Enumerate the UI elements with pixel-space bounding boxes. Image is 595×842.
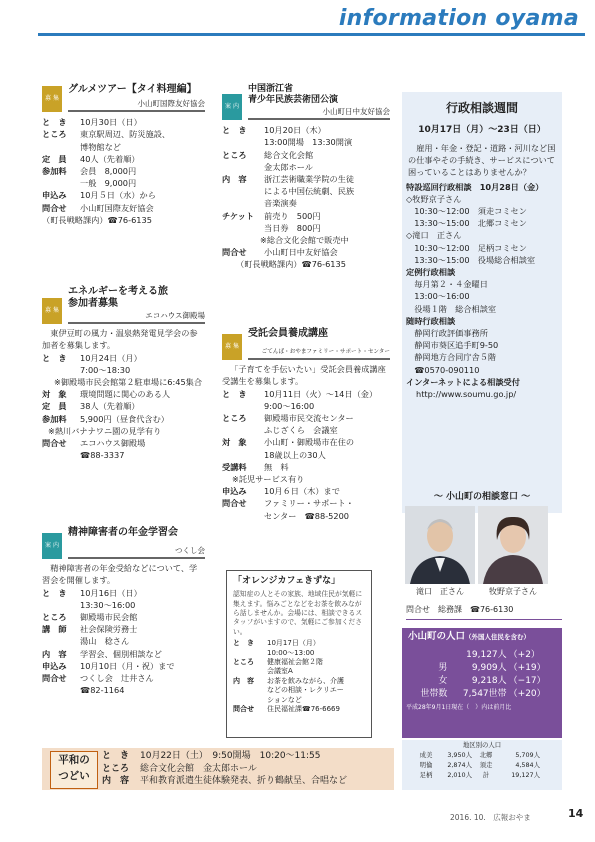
- panel-title: 行政相談週間: [445, 101, 518, 115]
- detail-row: [42, 648, 205, 660]
- detail-value: 10:00～13:00: [267, 648, 315, 657]
- category-tag: 案 内: [222, 94, 242, 120]
- detail-label: ところ: [222, 149, 247, 160]
- detail-value: 40人（先着順）: [80, 153, 140, 164]
- detail-row: [42, 364, 205, 376]
- district-count: 2,010人: [447, 771, 472, 779]
- detail-label: [222, 424, 264, 436]
- article-title-line1: 中国浙江省: [248, 84, 294, 94]
- article-title: 受託会員養成講座: [248, 328, 328, 339]
- detail-row: [102, 775, 392, 788]
- photo-caption-2: 牧野京子さん: [489, 587, 537, 596]
- panel-line: 10:30～12:00 足柄コミセン: [406, 242, 527, 253]
- detail-value: ションなど: [267, 695, 302, 704]
- detail-label: 問合せ: [222, 247, 247, 258]
- detail-row: [222, 124, 390, 136]
- detail-value: による中国伝統劇、民族: [264, 186, 355, 197]
- note: ※御殿場市民会館第２駐車場に6:45集合: [54, 377, 203, 388]
- detail-label: 参加料: [42, 413, 67, 424]
- district-name: 計: [482, 771, 490, 779]
- district-row: [402, 750, 562, 760]
- detail-row: [222, 510, 390, 522]
- article-title-line1: エネルギーを考える旅: [68, 286, 168, 297]
- detail-label: [42, 684, 80, 696]
- detail-row: [233, 686, 365, 695]
- photo-caption-1: 滝口 正さん: [416, 587, 464, 596]
- portrait-photo-1: [405, 506, 475, 584]
- district-name: 明倫: [419, 761, 433, 769]
- detail-value: エコハウス御殿場: [80, 438, 146, 449]
- detail-value: 金太郎ホール: [264, 161, 313, 172]
- page-number: 14: [568, 807, 584, 820]
- section-heading: インターネットによる相談受付: [406, 376, 520, 387]
- detail-row: [42, 413, 205, 425]
- detail-value: ☎88-3337: [80, 450, 125, 461]
- detail-label: [222, 510, 264, 522]
- detail-value: 38人（先着順）: [80, 401, 140, 412]
- detail-row: [233, 667, 365, 676]
- detail-value: 10月22日（土） 9:50開場 10:20～11:55: [140, 751, 321, 761]
- detail-row: [42, 660, 205, 672]
- detail-value: 会員 8,000円: [80, 166, 137, 177]
- panel-date: 10月17日（月）～23日（日）: [418, 125, 546, 135]
- detail-row: [222, 149, 390, 161]
- note: ※託児サービス有り: [232, 474, 305, 485]
- detail-row: [42, 202, 205, 214]
- detail-label: と き: [42, 587, 67, 598]
- detail-row: [42, 165, 205, 177]
- detail-value: つくし会 辻井さん: [80, 673, 154, 684]
- detail-row: [233, 705, 365, 714]
- panel-line: 13:30～15:00 北郷コミセン: [406, 218, 527, 229]
- district-count: 19,127人: [511, 771, 540, 779]
- article-gourmet-tour: [42, 84, 205, 226]
- detail-row: [42, 599, 205, 611]
- district-count: 3,950人: [447, 751, 472, 759]
- population-label: 男: [438, 663, 448, 674]
- detail-value: 御殿場市民交流センター: [264, 413, 354, 424]
- section-heading: 定例行政相談: [406, 267, 456, 278]
- detail-value: 平和教育派遣生徒体験発表、折り鶴献呈、合唱など: [140, 776, 348, 786]
- detail-row: [42, 672, 205, 684]
- detail-label: [42, 449, 80, 461]
- panel-line: 静岡市葵区追手町9-50: [406, 340, 499, 351]
- detail-row: [42, 153, 205, 165]
- population-title-note: （外国人住民を含む）: [465, 633, 531, 641]
- population-change: （+20）: [508, 689, 546, 700]
- detail-label: と き: [233, 639, 254, 648]
- detail-label: [233, 686, 267, 695]
- article-organizer: エコハウス御殿場: [68, 310, 205, 324]
- detail-row: [233, 696, 365, 705]
- population-label: [402, 649, 449, 662]
- article-chinese-performance: [222, 84, 390, 271]
- detail-label: 内 容: [233, 676, 254, 685]
- detail-row: [222, 449, 390, 461]
- detail-label: 問合せ: [42, 202, 67, 213]
- article-lead: 精神障害者の年金受給などについて、学習会を開催します。: [42, 563, 198, 586]
- detail-label: [42, 141, 80, 153]
- cafe-title: 「オレンジカフェきずな」: [233, 576, 341, 586]
- detail-label: [222, 185, 264, 197]
- detail-label: [222, 161, 264, 173]
- detail-label: 問合せ: [222, 498, 247, 509]
- detail-value: お茶を飲みながら、介護: [267, 676, 344, 685]
- detail-label: 問合せ: [42, 438, 67, 449]
- detail-row: [233, 677, 365, 686]
- detail-row: [42, 684, 205, 696]
- detail-label: [222, 400, 264, 412]
- detail-row: [42, 177, 205, 189]
- detail-row: [222, 173, 390, 185]
- detail-label: [233, 696, 267, 705]
- population-row: [402, 675, 562, 688]
- detail-value: センター ☎88-5200: [264, 510, 350, 521]
- detail-value: 小山町国際友好協会: [80, 202, 154, 213]
- detail-value: 総合文化会館 金太郎ホール: [140, 763, 257, 774]
- detail-row: [42, 449, 205, 461]
- detail-row: [42, 623, 205, 635]
- detail-row: [222, 461, 390, 473]
- detail-value: 御殿場市民会館: [80, 612, 138, 623]
- district-title: 地区別の人口: [462, 741, 502, 749]
- detail-label: ところ: [42, 129, 67, 140]
- detail-label: [42, 364, 80, 376]
- detail-value: 会議室A: [267, 667, 293, 676]
- detail-value: などの相談・レクリエー: [267, 686, 344, 695]
- detail-label: と き: [42, 352, 67, 363]
- detail-label: と き: [102, 751, 130, 761]
- detail-row: [233, 639, 365, 648]
- district-population: [402, 740, 562, 790]
- category-tag: 募 集: [42, 86, 62, 112]
- detail-row: [42, 189, 205, 201]
- detail-label: [222, 197, 264, 209]
- detail-row: [42, 400, 205, 412]
- detail-row: [42, 128, 205, 140]
- detail-value: 9:00～16:00: [264, 400, 315, 411]
- detail-label: ところ: [233, 658, 254, 667]
- detail-label: 内 容: [222, 174, 247, 185]
- detail-label: 問合せ: [42, 673, 67, 684]
- detail-value: 音楽演奏: [264, 198, 297, 209]
- detail-value: 小山町日中友好協会: [264, 247, 338, 258]
- detail-value: 10月11日（火）～14日（金）: [264, 388, 378, 399]
- detail-row: [42, 635, 205, 647]
- population-note: 平成28年9月1日現在（ ）内は前月比: [406, 704, 512, 712]
- article-lead: 東伊豆町の風力・温泉熱発電見学会の参加者を募集します。: [42, 328, 198, 351]
- article-energy-tour: [42, 286, 205, 461]
- detail-row: [222, 161, 390, 173]
- detail-row: [233, 649, 365, 658]
- section-heading: 随時行政相談: [406, 315, 456, 326]
- detail-row: [222, 197, 390, 209]
- detail-label: 申込み: [222, 486, 247, 497]
- page-header-title: information oyama: [338, 6, 579, 31]
- detail-row: [42, 587, 205, 599]
- orange-cafe-box: [226, 570, 372, 738]
- detail-value: 10月30日（日）: [80, 117, 142, 128]
- detail-label: [42, 599, 80, 611]
- detail-row: [222, 412, 390, 424]
- detail-value: 13:00開場 13:30開演: [264, 137, 353, 148]
- detail-label: 問合せ: [233, 705, 254, 714]
- district-name: 成美: [419, 751, 433, 759]
- district-count: 2,874人: [447, 761, 472, 769]
- population-change: （+2）: [508, 650, 540, 661]
- population-value: 7,547世帯: [462, 689, 507, 700]
- panel-line: 13:30～15:00 役場総合相談室: [406, 254, 536, 265]
- detail-row: [102, 750, 392, 763]
- detail-label: 申込み: [42, 660, 67, 671]
- detail-value: 社会保険労務士: [80, 624, 138, 635]
- panel-line: ◇滝口 正さん: [406, 230, 462, 241]
- detail-row: [42, 141, 205, 153]
- note: ※総合文化会館で販売中: [260, 235, 349, 246]
- consult-window-title: ～ 小山町の相談窓口 ～: [433, 492, 531, 502]
- panel-line: 10:30～12:00 須走コミセン: [406, 206, 527, 217]
- detail-row: [233, 658, 365, 667]
- detail-value: 小山町・御殿場市在住の: [264, 437, 355, 448]
- detail-row: [222, 436, 390, 448]
- population-label: 女: [438, 676, 448, 687]
- detail-value: 10月20日（木）: [264, 125, 326, 136]
- detail-row: [222, 497, 390, 509]
- contact-tel: （町長戦略課内）☎76-6135: [42, 214, 152, 225]
- detail-value: 当日券 800円: [264, 222, 321, 233]
- peace-gathering-banner: [42, 748, 394, 790]
- detail-row: [42, 437, 205, 449]
- population-row: [402, 649, 562, 662]
- article-lead: 「子育てを手伝いたい」受託会員養成講座受講生を募集します。: [222, 364, 386, 387]
- panel-line: 役場１階 総合相談室: [406, 303, 497, 314]
- article-pension-seminar: [42, 527, 205, 696]
- detail-label: 講 師: [42, 624, 67, 635]
- detail-value: 無 料: [264, 461, 289, 472]
- detail-row: [42, 388, 205, 400]
- detail-label: 定 員: [42, 401, 67, 412]
- district-count: 4,584人: [515, 761, 540, 769]
- detail-label: 定 員: [42, 153, 67, 164]
- window-contact: 問合せ 総務課 ☎76-6130: [406, 604, 562, 620]
- detail-row: [222, 388, 390, 400]
- panel-line: ◇牧野京子さん: [406, 193, 462, 204]
- detail-value: 5,900円（昼食代含む）: [80, 413, 169, 424]
- detail-value: 10月６日（木）まで: [264, 486, 340, 497]
- article-title-line2: 参加者募集: [68, 298, 118, 309]
- detail-value: 10月５日（水）から: [80, 190, 156, 201]
- article-organizer: 小山町日中友好協会: [248, 106, 390, 120]
- article-organizer: 小山町国際友好協会: [68, 98, 205, 112]
- district-row: [402, 760, 562, 770]
- detail-value: 18歳以上の30人: [264, 449, 326, 460]
- detail-value: 東京駅周辺、防災施設、: [80, 129, 171, 140]
- footer-issue: 2016. 10. 広報おやま: [450, 813, 531, 822]
- population-row: [402, 662, 562, 675]
- detail-value: ファミリー・サポート・: [264, 498, 354, 509]
- detail-row: [222, 136, 390, 148]
- panel-line: 静岡行政評価事務所: [406, 328, 488, 339]
- district-name: 須走: [479, 761, 493, 769]
- detail-value: 一般 9,000円: [80, 178, 137, 189]
- detail-value: 浙江芸術職業学院の生徒: [264, 174, 355, 185]
- header-rule: [38, 33, 585, 36]
- section-heading: 特設巡回行政相談 10月28日（金）: [406, 181, 544, 192]
- panel-lead: 雇用・年金・登記・道路・河川など国の仕事やその手続き、サービスについて困っていることはありませんか？: [408, 143, 556, 178]
- detail-value: 学習会、個別相談など: [80, 648, 162, 659]
- detail-label: ところ: [42, 612, 67, 623]
- panel-line: 毎月第２・４金曜日: [406, 279, 488, 290]
- population-change: （−17）: [508, 676, 546, 687]
- detail-row: [222, 400, 390, 412]
- detail-label: 受講料: [222, 461, 247, 472]
- population-change: （+19）: [508, 663, 546, 674]
- detail-label: 内 容: [102, 776, 130, 786]
- cafe-lead: 認知症の人とその家族、地域住民が気軽に集えます。悩みごとなどをお茶を飲みながら話しませんか。会場には、相談できるスタッフがいますので、気軽にご参加ください。: [233, 590, 363, 636]
- population-title: 小山町の人口: [408, 631, 466, 642]
- detail-label: [222, 222, 264, 234]
- detail-value: 総合文化会館: [264, 149, 314, 160]
- population-value: 9,909人: [471, 663, 507, 674]
- detail-label: 対 象: [222, 437, 247, 448]
- detail-value: 10月16日（日）: [80, 587, 142, 598]
- detail-value: ☎82-1164: [80, 685, 125, 696]
- detail-label: [42, 635, 80, 647]
- population-value: 19,127人: [466, 650, 507, 661]
- article-title: 精神障害者の年金学習会: [68, 527, 178, 538]
- banner-label-box: [50, 751, 98, 789]
- article-support-course: [222, 328, 390, 522]
- detail-value: 博物館など: [80, 141, 121, 152]
- detail-value: 健康福祉会館２階: [267, 658, 323, 667]
- detail-value: 10月17日（月）: [267, 639, 320, 648]
- detail-label: 内 容: [42, 648, 67, 659]
- population-label: 世帯数: [420, 689, 448, 700]
- detail-label: [222, 136, 264, 148]
- detail-value: 13:30～16:00: [80, 599, 136, 610]
- administrative-consultation-panel: [402, 92, 562, 513]
- detail-label: 申込み: [42, 190, 67, 201]
- banner-label-line1: 平和の: [58, 754, 90, 766]
- detail-row: [102, 763, 392, 776]
- detail-row: [42, 611, 205, 623]
- population-value: 9,218人: [471, 676, 507, 687]
- detail-value: 環境問題に関心のある人: [80, 389, 171, 400]
- district-name: 北郷: [479, 751, 493, 759]
- category-tag: 募 集: [222, 334, 242, 360]
- detail-value: 10月10日（月・祝）まで: [80, 660, 175, 671]
- detail-label: と き: [42, 117, 67, 128]
- population-panel: [402, 628, 562, 738]
- category-tag: 案 内: [42, 533, 62, 559]
- banner-label-line2: つどい: [58, 770, 90, 782]
- detail-label: [233, 649, 267, 658]
- article-title: グルメツアー【タイ料理編】: [68, 84, 197, 95]
- detail-row: [222, 222, 390, 234]
- detail-row: [222, 246, 390, 258]
- detail-row: [42, 352, 205, 364]
- detail-label: [42, 177, 80, 189]
- detail-label: チケット: [222, 210, 255, 221]
- detail-label: [233, 667, 267, 676]
- detail-value: 湯山 稔さん: [80, 636, 130, 647]
- district-row: [402, 770, 562, 780]
- detail-value: 前売り 500円: [264, 210, 321, 221]
- note: ※熱川バナナワニ園の見学有り: [48, 425, 162, 436]
- detail-label: 参加料: [42, 166, 67, 177]
- detail-value: ふじざくら 会議室: [264, 425, 338, 436]
- panel-line: 静岡地方合同庁舎５階: [406, 352, 497, 363]
- district-count: 5,709人: [515, 751, 540, 759]
- detail-row: [222, 210, 390, 222]
- detail-row: [222, 485, 390, 497]
- population-row: [402, 688, 562, 701]
- detail-label: と き: [222, 388, 247, 399]
- detail-value: 7:00～18:30: [80, 364, 131, 375]
- panel-line: 13:00～16:00: [406, 291, 470, 302]
- detail-row: [222, 185, 390, 197]
- article-title-line2: 青少年民族芸術団公演: [248, 95, 339, 105]
- panel-line: ☎0570-090110: [406, 364, 480, 375]
- detail-value: 住民福祉課☎76-6669: [267, 705, 340, 714]
- detail-label: ところ: [222, 413, 247, 424]
- district-name: 足柄: [419, 771, 433, 779]
- detail-label: [222, 449, 264, 461]
- detail-row: [42, 116, 205, 128]
- contact-tel: （町長戦略課内）☎76-6135: [236, 259, 346, 270]
- article-organizer: ごてんば・おやまファミリー・サポート・センター: [248, 346, 390, 360]
- detail-label: と き: [222, 125, 247, 136]
- detail-row: [222, 424, 390, 436]
- website-link[interactable]: http://www.soumu.go.jp/: [416, 389, 517, 400]
- detail-label: ところ: [102, 763, 130, 774]
- detail-value: 10月24日（月）: [80, 352, 142, 363]
- portrait-photo-2: [478, 506, 548, 584]
- article-organizer: つくし会: [68, 545, 205, 559]
- detail-label: 対 象: [42, 389, 67, 400]
- category-tag: 募 集: [42, 298, 62, 324]
